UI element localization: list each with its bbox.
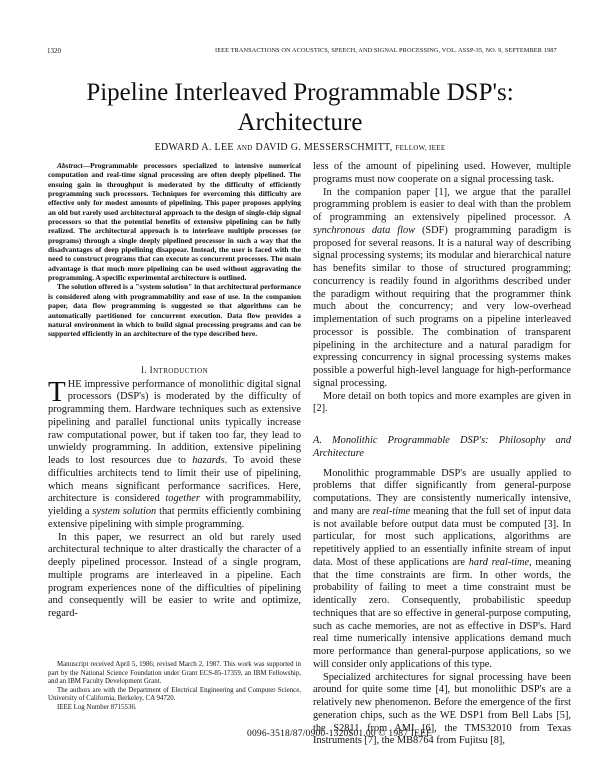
abstract-paragraph: The solution offered is a "system solution" in that architectural performance is considered along with programmability and ease of use. In the companion paper, data flow programming is suggested so that algorithms can be automatically partitioned for concurrent execution. Data flow provides a natural environment in which to build signal processing programs and can be supported efficiently in an architecture of the type described here.	[48, 282, 301, 339]
text-italic: together	[165, 493, 200, 505]
abstract-text: —Programmable processors specialized to intensive numerical computation and real-time signal processing are often deeply pipelined. The ensuing gain in throughput is moderated by the difficulty of efficiently programming such processors. Techniques for overcoming this difficulty are effective only for modest amounts of pipelining. This paper proposes applying an old but rarely used architectural approach to the design of single-chip signal processors so that the potential benefits of extensive pipelining can be fully realized. The architectural approach is to interleave multiple processes (or programs) through a single deeply pipelined processor in such a way that the disadvantages of deep pipelining disappear. Instead, the user is faced with the need to construct programs that can execute as concurrent processes. The main advantage is that much more pipelining can be used without aggravating the programming. A specific experimental architecture is outlined.	[48, 161, 301, 283]
text: with programmability, yielding a	[48, 493, 301, 518]
body-paragraph	[48, 375, 301, 532]
subsection-body	[313, 468, 571, 749]
section-title-rest: NTRODUCTION	[153, 366, 209, 375]
section-title-initial: I	[149, 364, 154, 375]
author-and: AND	[236, 144, 253, 152]
text: . To avoid these difficulties architects tend to limit their use of pipelining, which means significant performance sacrifices. Here, architecture is considered	[48, 455, 301, 505]
text: that permits efficiently combining extensive pipelining with simple programming.	[48, 506, 301, 530]
footnote-log: IEEE Log Number 8715536.	[57, 703, 137, 711]
left-column	[48, 161, 301, 621]
title-line-2: Architecture	[237, 109, 363, 136]
section-heading-introduction	[48, 365, 301, 375]
page-number: 1320	[47, 47, 61, 55]
section-number: I.	[140, 364, 148, 375]
author-2: DAVID G. MESSERSCHMITT,	[255, 142, 393, 153]
body-paragraph: less of the amount of pipelining used. However, multiple programs must now cooperate on a signal processing task.	[313, 161, 571, 185]
text-italic: hazards	[192, 455, 225, 467]
text: (SDF) programming paradigm is proposed for several reasons. It is a natural way of describing signal processing systems; its modular and hierarchical nature has benefits similar to those of structured programming; concurrency is readily found in algorithms described under the paradigm without requiring that the programmer think much about the concurrency; and very low-overhead implementation of such programs on a pipeline interleaved processor is possible. The combination of transparent pipelining in the architecture and a natural paradigm for expressing concurrency in signal processing systems makes possible a powerful high-level language for high-performance signal processing.	[313, 224, 571, 389]
title-line-1: Pipeline Interleaved Programmable DSP's:	[86, 79, 514, 106]
text: HE impressive performance of monolithic digital signal processors (DSP's) is moderated by the difficulty of programming them. Hardware techniques such as extensive pipelining and parallel functional units typically increase raw computational power, but if taken too far, they lead to unwieldy programming. In addition, extensive pipelining leads to lost resources due to	[48, 378, 301, 467]
footnote-affiliation: The authors are with the Department of Electrical Engineering and Computer Science, University of California, Berkeley, CA 94720.	[48, 686, 301, 703]
text-italic: hard real-time	[468, 556, 530, 568]
introduction-body	[48, 375, 301, 621]
text: In the companion paper [1], we argue that the parallel programming problem is easier to deal with than the problem of programming an extensively pipelined processor. A	[313, 186, 571, 223]
text: , meaning that the time constraints are firm. In other words, the probability of failing to meet a time constraint must be identically zero. Consequently, probabilistic speedup techniques that are so effective in general-purpose computing, such as cache memories, are not as effective in DSP's. Hard real time numerically intensive applications demand much more performance than general-purpose applications, so we will consider only applications of this type.	[313, 556, 572, 670]
text-italic: real-time	[372, 505, 411, 517]
copyright-line: 0096-3518/87/0900-1320$01.00 © 1987 IEEE	[247, 729, 433, 739]
abstract-paragraph	[48, 161, 301, 282]
abstract	[48, 161, 301, 339]
author-1: EDWARD A. LEE	[154, 142, 234, 153]
authors	[0, 142, 600, 153]
footnote-received: Manuscript received April 5, 1986; revised March 2, 1987. This work was supported in part by the National Science Foundation under Grant ECS-85-17359, an IBM Fellowship, and an IBM Faculty Development Grant.	[48, 661, 301, 686]
running-head: IEEE TRANSACTIONS ON ACOUSTICS, SPEECH, AND SIGNAL PROCESSING, VOL. ASSP-35, NO. 9, SEPTEMBER 1987	[215, 47, 557, 54]
author-grade: FELLOW, IEEE	[395, 144, 446, 152]
footnote	[48, 661, 301, 713]
paper-title	[0, 78, 600, 138]
text: Monolithic programmable DSP's are usually applied to problems that differ significantly from general-purpose computations. They are consistently numerically intensive, and many are	[313, 467, 571, 517]
right-body	[313, 161, 571, 416]
body-paragraph: More detail on both topics and more examples are given in [2].	[313, 390, 571, 415]
drop-cap: T	[48, 375, 66, 408]
text: meaning that the full set of input data is not available before output data must be computed [3]. In particular, for most such applications, algorithms are repetitively applied to an essentially infinite stream of input data. Most of these applications are	[313, 505, 571, 568]
body-paragraph: In this paper, we resurrect an old but rarely used architectural technique to alter drastically the character of a deeply pipelined processor. Instead of a single program, multiple programs are interleaved in a pipeline. Each program experiences none of the difficulties of pipelining and consequently will be easier to write and optimize, regard-	[48, 531, 301, 620]
subsection-heading: A. Monolithic Programmable DSP's: Philosophy and Architecture	[313, 435, 571, 459]
body-paragraph: Specialized architectures for signal processing have been around for quite some time [4], but monolithic DSP's are a relatively new phenomenon. Before the emergence of the first generation chips, such as the WE DSP1 from Bell Labs [5], the S2811 from AMI [6], the TMS32010 from Texas Instruments [7], the MB8764 from Fujitsu [8],	[313, 671, 571, 747]
text-italic: synchronous data flow	[313, 224, 416, 236]
body-paragraph	[313, 468, 571, 672]
body-paragraph	[313, 187, 571, 391]
abstract-label: Abstract	[57, 161, 83, 170]
text-italic: system solution	[92, 506, 157, 518]
right-column	[313, 161, 571, 748]
